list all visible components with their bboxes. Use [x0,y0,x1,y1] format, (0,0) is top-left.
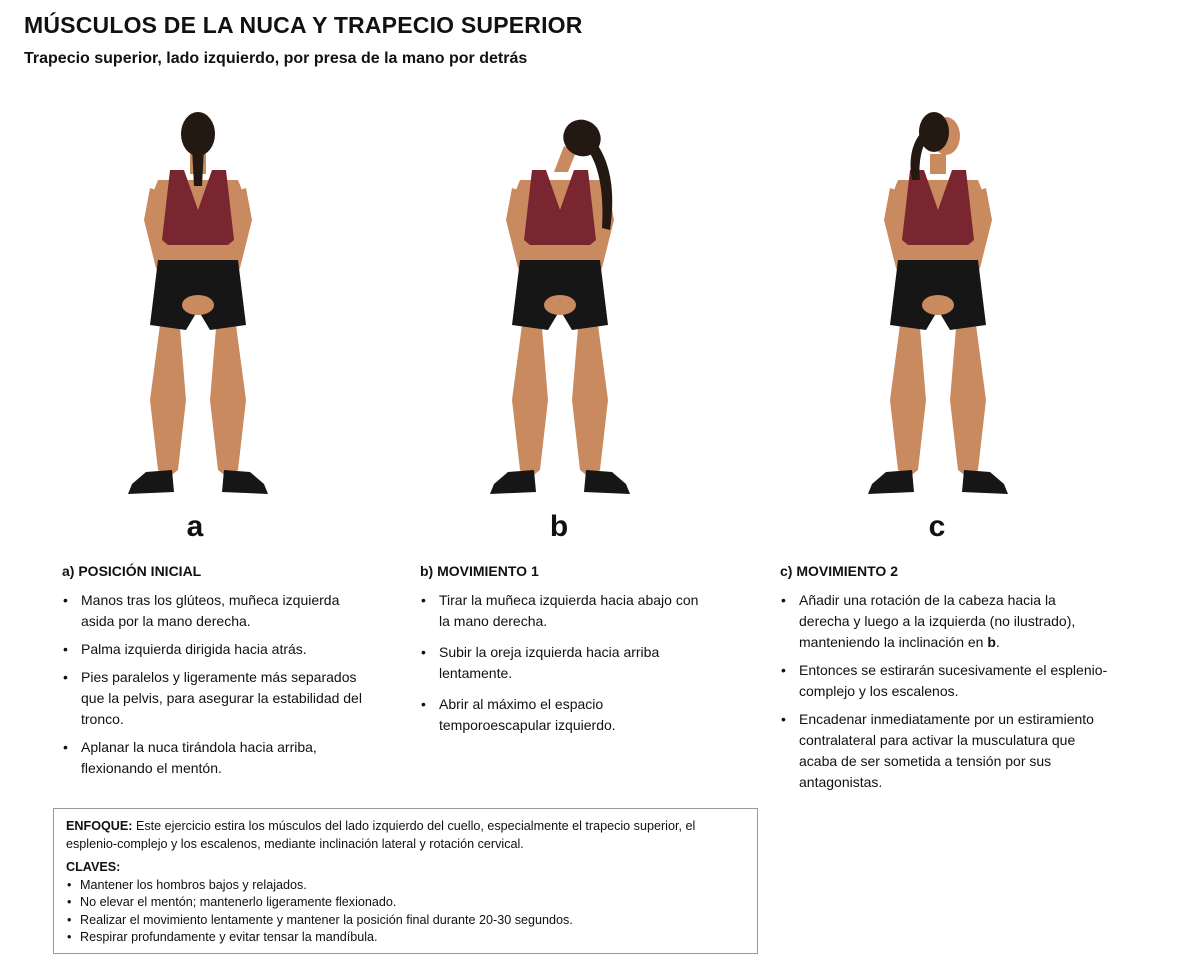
enfoque-label: ENFOQUE: [66,819,133,833]
list-item: • No elevar el mentón; mantenerlo ligeramente flexionado. [66,894,745,912]
list-item: • Mantener los hombros bajos y relajados. [66,877,745,895]
list-item: • Aplanar la nuca tirándola hacia arriba, flexionando el mentón. [62,737,362,779]
figure-letter-b: b [549,510,569,543]
list-item: • Encadenar inmediatamente por un estiramiento contralateral para activar la musculatura que acaba de ser sometida a tensión por sus antagonistas. [780,709,1110,793]
list-item: • Tirar la muñeca izquierda hacia abajo con la mano derecha. [420,590,710,632]
figure-a-illustration [88,100,308,510]
column-movimiento-1 [420,561,710,746]
column-heading: c) MOVIMIENTO 2 [780,563,898,579]
list-item: • Subir la oreja izquierda hacia arriba lentamente. [420,642,710,684]
figure-letter-c: c [928,510,946,543]
figure-letter-a: a [186,510,204,543]
list-item: • Pies paralelos y ligeramente más separados que la pelvis, para asegurar la estabilidad del tronco. [62,667,362,730]
list-item-text: Añadir una rotación de la cabeza hacia la derecha y luego a la izquierda (no ilustrado), manteniendo la inclinación en [799,592,1076,650]
woman-standing-back-view-neutral [88,100,308,510]
list-item: • Manos tras los glúteos, muñeca izquierda asida por la mano derecha. [62,590,362,632]
focus-box [53,808,758,954]
enfoque-paragraph [66,818,745,853]
list-item [780,590,1110,653]
list-item: • Entonces se estirarán sucesivamente el esplenio-complejo y los escalenos. [780,660,1110,702]
list-item: • Palma izquierda dirigida hacia atrás. [62,639,362,660]
woman-standing-back-view-head-rotation [828,100,1048,510]
page-title: MÚSCULOS DE LA NUCA Y TRAPECIO SUPERIOR [24,12,583,38]
list-item-bold-ref: b [987,634,996,650]
column-posicion-inicial [62,561,362,786]
list-item: • Realizar el movimiento lentamente y mantener la posición final durante 20-30 segundos. [66,912,745,930]
claves-list [66,877,745,947]
page-subtitle: Trapecio superior, lado izquierdo, por presa de la mano por detrás [24,50,528,67]
figure-c-illustration [828,100,1048,510]
woman-standing-back-view-head-tilt [450,100,670,510]
list-item: • Abrir al máximo el espacio temporoescapular izquierdo. [420,694,710,736]
list-item: • Respirar profundamente y evitar tensar la mandíbula. [66,929,745,947]
enfoque-text: Este ejercicio estira los músculos del lado izquierdo del cuello, especialmente el trapecio superior, el esplenio-complejo y los escalenos, mediante inclinación lateral y rotación cervical. [66,819,696,851]
figure-b-illustration [450,100,670,510]
list-item-text-end: . [995,634,1000,650]
claves-label: CLAVES: [66,860,121,874]
column-heading: b) MOVIMIENTO 1 [420,563,539,579]
column-movimiento-2 [780,561,1110,800]
column-heading: a) POSICIÓN INICIAL [62,563,202,579]
